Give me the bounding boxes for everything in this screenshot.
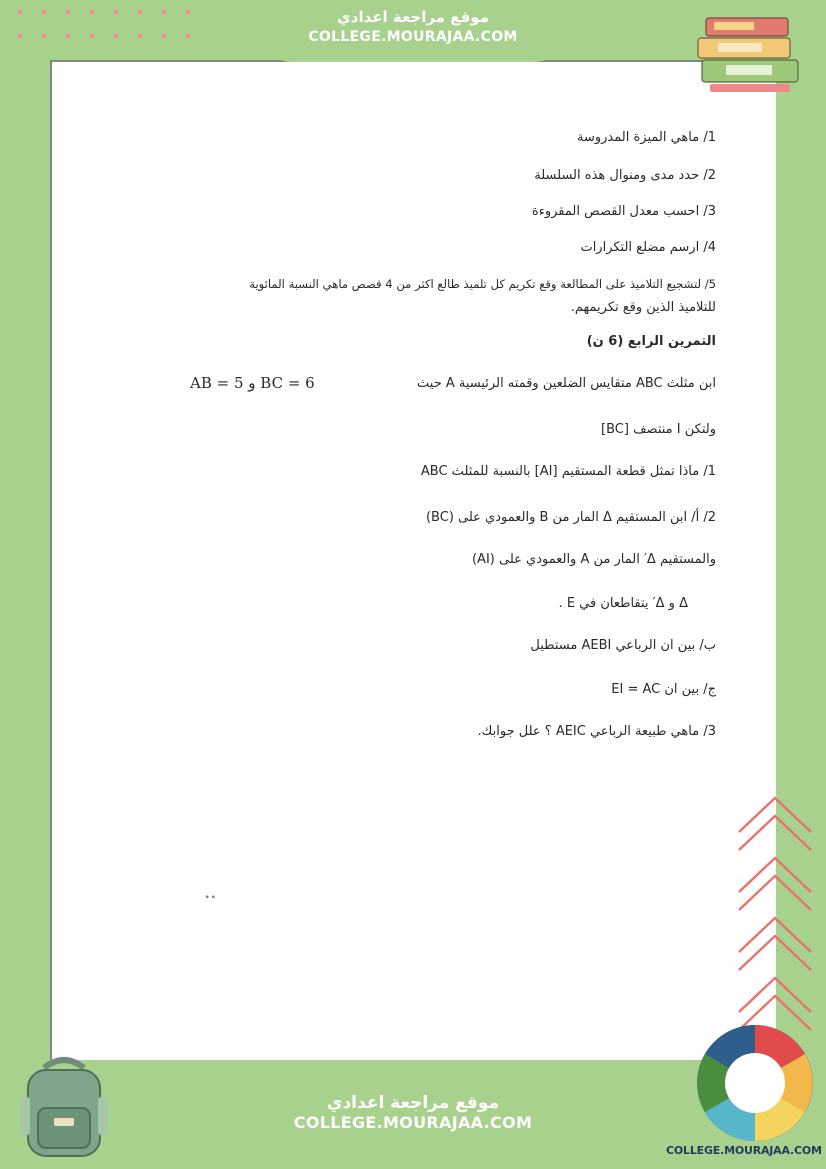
- ex4-question-2a: 2/ أ/ ابن المستقيم Δ المار من B والعمودي على (BC): [425, 510, 716, 525]
- ex4-midpoint: ولتكن I منتصف [BC]: [601, 422, 716, 437]
- scan-speck: ∙∙: [204, 892, 217, 903]
- ex4-question-2c: ج/ بين ان EI = AC: [611, 682, 716, 697]
- ex3-question-2: 2/ حدد مدى ومنوال هذه السلسلة: [534, 168, 716, 183]
- document-page: [50, 60, 776, 1060]
- ex4-intro-math: AB = 5 و BC = 6: [190, 374, 315, 392]
- school-subjects-wheel-icon: [694, 1022, 816, 1144]
- ex3-question-3: 3/ احسب معدل القصص المقروءة: [531, 204, 716, 219]
- books-stack-icon: [692, 14, 804, 96]
- ex3-question-5: 5/ لتشجيع التلاميذ على المطالعة وقع تكريم كل تلميذ طالع اكثر من 4 قصص ماهي النسبة المائوية: [249, 277, 716, 291]
- exam-content: [52, 62, 776, 1060]
- ex3-question-1: 1/ ماهي الميزة المدروسة: [577, 130, 716, 145]
- decorative-dots: [8, 0, 208, 56]
- footer-site-name: موقع مراجعة اعدادي: [326, 1093, 500, 1113]
- ex4-question-2a-end: Δ و Δ′ يتقاطعان في E .: [558, 596, 688, 611]
- ex4-question-1: 1/ ماذا تمثل قطعة المستقيم [AI] بالنسبة للمثلث ABC: [420, 464, 716, 479]
- ex4-question-2b: ب/ بين ان الرباعي AEBI مستطيل: [530, 638, 716, 653]
- header-banner[interactable]: [262, 0, 564, 62]
- footer-site-url[interactable]: COLLEGE.MOURAJAA.COM: [293, 1113, 533, 1132]
- ex4-title: التمرين الرابع (6 ن): [586, 334, 716, 349]
- footer-banner[interactable]: [262, 1072, 564, 1152]
- footer-logo-text: COLLEGE.MOURAJAA.COM: [666, 1144, 822, 1157]
- header-site-url[interactable]: COLLEGE.MOURAJAA.COM: [308, 29, 518, 45]
- ex4-intro: ابن مثلث ABC متقايس الضلعين وقمته الرئيسية A حيث: [417, 376, 716, 391]
- header-site-name: موقع مراجعة اعدادي: [337, 8, 489, 26]
- ex4-question-2a-continued: والمستقيم Δ′ المار من A والعمودي على (AI): [471, 552, 716, 567]
- ex3-question-5-continued: للتلاميذ الذين وقع تكريمهم.: [570, 300, 716, 315]
- ex3-question-4: 4/ ارسم مضلع التكرارات: [580, 240, 716, 255]
- ex4-question-3: 3/ ماهي طبيعة الرباعي AEIC ؟ علل جوابك.: [477, 724, 716, 739]
- chevron-arrows-icon: [733, 792, 817, 1032]
- backpack-icon: [14, 1056, 114, 1160]
